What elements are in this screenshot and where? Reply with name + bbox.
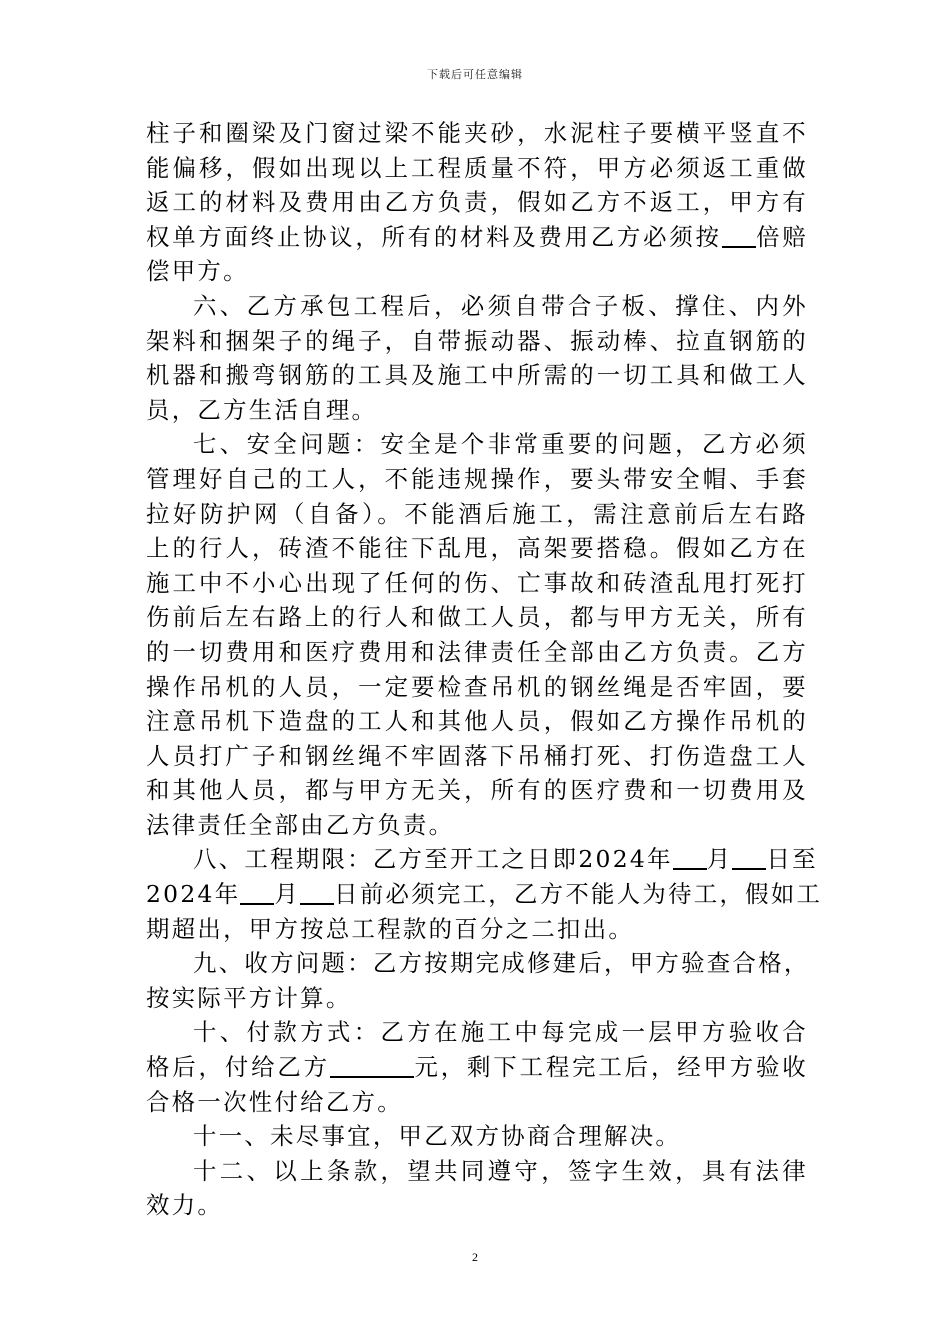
text-line: 十二、以上条款，望共同遵守，签字生效，具有法律 — [193, 1156, 808, 1185]
text-segment: 元，剩下工程完工后，经甲方验收 — [413, 1053, 808, 1082]
text-line: 伤前后左右路上的行人和做工人员，都与甲方无关，所有 — [146, 603, 808, 632]
text-line: 的一切费用和医疗费用和法律责任全部由乙方负责。乙方 — [146, 637, 808, 666]
text-segment: 权单方面终止协议，所有的材料及费用乙方必须按 — [146, 222, 722, 251]
text-segment: 八、工程期限：乙方至开工之日即2024年 — [193, 845, 673, 874]
text-line: 架料和捆架子的绳子，自带振动器、振动棒、拉直钢筋的 — [146, 326, 808, 355]
text-line: 员，乙方生活自理。 — [146, 395, 378, 424]
text-line: 偿甲方。 — [146, 257, 249, 286]
text-segment: 倍赔 — [755, 222, 808, 251]
text-line: 九、收方问题：乙方按期完成修建后，甲方验查合格， — [193, 949, 810, 978]
text-line — [146, 877, 823, 912]
text-segment: 2024年 — [146, 880, 241, 909]
text-line: 机器和搬弯钢筋的工具及施工中所需的一切工具和做工人 — [146, 361, 808, 390]
text-line: 期超出，甲方按总工程款的百分之二扣出。 — [146, 914, 635, 943]
text-line: 合格一次性付给乙方。 — [146, 1087, 403, 1116]
text-line: 七、安全问题：安全是个非常重要的问题，乙方必须 — [193, 430, 808, 459]
fill-blank — [722, 224, 756, 248]
text-line: 操作吊机的人员，一定要检查吊机的钢丝绳是否牢固，要 — [146, 672, 808, 701]
text-segment: 日至 — [766, 845, 818, 874]
text-line: 上的行人，砖渣不能往下乱甩，高架要搭稳。假如乙方在 — [146, 534, 808, 563]
text-line: 柱子和圈梁及门窗过梁不能夹砂，水泥柱子要横平竖直不 — [146, 119, 808, 147]
text-line: 六、乙方承包工程后，必须自带合子板、撑住、内外 — [193, 291, 808, 320]
text-segment: 月 — [706, 845, 733, 874]
text-line: 和其他人员，都与甲方无关，所有的医疗费和一切费用及 — [146, 776, 808, 805]
text-line: 能偏移，假如出现以上工程质量不符，甲方必须返工重做 — [146, 153, 808, 182]
text-segment: 月 — [274, 880, 301, 909]
fill-blank — [673, 846, 707, 870]
text-segment: 日前必须完工，乙方不能人为待工，假如工 — [334, 880, 823, 909]
text-line: 法律责任全部由乙方负责。 — [146, 810, 455, 839]
text-line — [146, 842, 818, 877]
page-number: 2 — [472, 1250, 478, 1264]
text-line: 按实际平方计算。 — [146, 983, 352, 1012]
text-line: 人员打广子和钢丝绳不牢固落下吊桶打死、打伤造盘工人 — [146, 741, 808, 770]
text-line: 注意吊机下造盘的工人和其他人员，假如乙方操作吊机的 — [146, 707, 808, 736]
fill-blank — [240, 881, 274, 905]
text-line: 管理好自己的工人，不能违规操作，要头带安全帽、手套 — [146, 464, 808, 493]
fill-blank — [732, 846, 766, 870]
text-line: 十一、未尽事宜，甲乙双方协商合理解决。 — [193, 1122, 682, 1151]
text-line — [146, 220, 808, 255]
text-line: 返工的材料及费用由乙方负责，假如乙方不返工，甲方有 — [146, 188, 808, 217]
fill-blank — [300, 881, 334, 905]
page-header: 下载后可任意编辑 — [427, 68, 523, 81]
text-line: 拉好防护网（自备）。不能酒后施工，需注意前后左右路 — [146, 499, 808, 528]
text-line: 十、付款方式：乙方在施工中每完成一层甲方验收合 — [193, 1018, 808, 1047]
text-segment: 格后，付给乙方 — [146, 1053, 330, 1082]
text-line: 效力。 — [146, 1191, 224, 1220]
document-body — [146, 116, 823, 1223]
fill-blank — [330, 1054, 414, 1078]
text-line: 施工中不小心出现了任何的伤、亡事故和砖渣乱甩打死打 — [146, 568, 808, 597]
text-line — [146, 1050, 808, 1085]
